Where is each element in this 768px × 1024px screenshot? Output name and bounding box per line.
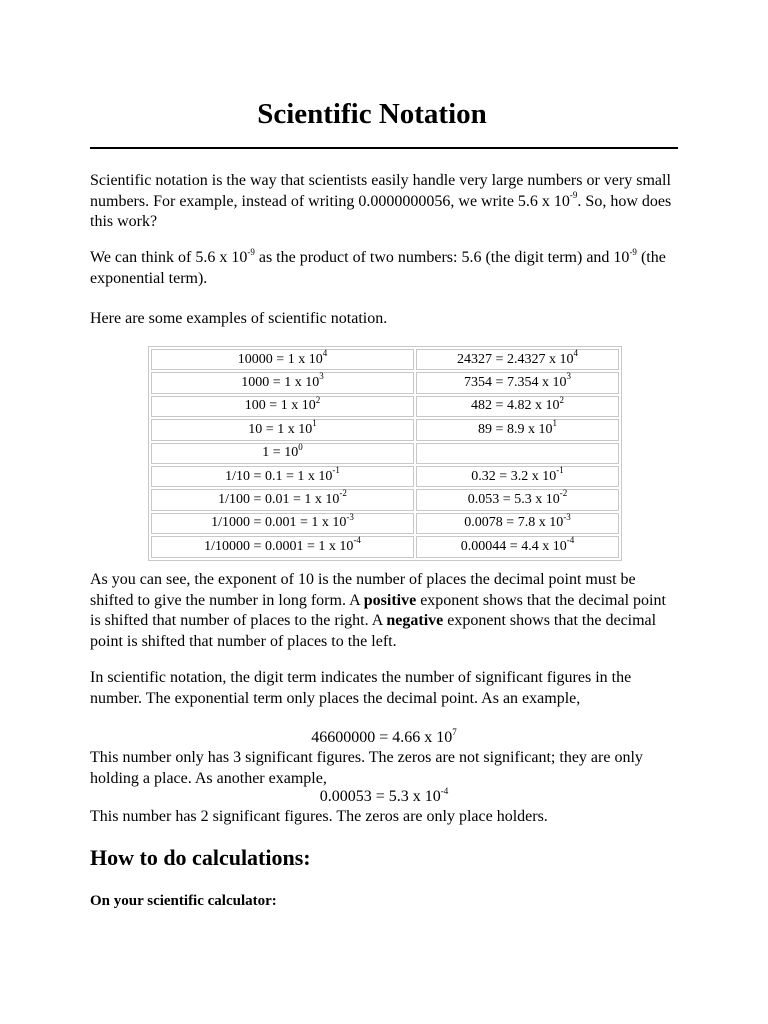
intro-exponent: -9 xyxy=(569,190,578,201)
table-row xyxy=(151,396,619,417)
right-cell xyxy=(416,372,619,393)
left-cell-base: 1/100 = 0.01 = 1 x 10 xyxy=(218,492,340,508)
example2-exponent: -4 xyxy=(440,785,449,796)
example2-note: This number has 2 significant figures. The zeros are only place holders. xyxy=(90,808,548,825)
left-cell-base: 1/1000 = 0.001 = 1 x 10 xyxy=(211,515,347,531)
intro-paragraph xyxy=(90,171,680,233)
exponent-paragraph xyxy=(90,570,680,652)
left-cell-base: 10000 = 1 x 10 xyxy=(237,351,323,367)
table-row xyxy=(151,536,619,557)
table-row xyxy=(151,489,619,510)
right-cell-base: 24327 = 2.4327 x 10 xyxy=(457,351,574,367)
left-cell-exponent: -2 xyxy=(339,488,347,499)
right-cell-exponent: 2 xyxy=(559,394,564,405)
left-cell xyxy=(151,489,414,510)
right-cell-base: 7354 = 7.354 x 10 xyxy=(464,375,567,391)
product-text-a: We can think of 5.6 x 10 xyxy=(90,249,248,266)
example2-base: 0.00053 = 5.3 x 10 xyxy=(319,788,441,805)
right-cell-base: 0.00044 = 4.4 x 10 xyxy=(460,538,567,554)
left-cell-base: 1/10 = 0.1 = 1 x 10 xyxy=(225,468,333,484)
section-heading: How to do calculations: xyxy=(90,845,311,870)
product-text-b: as the product of two numbers: 5.6 (the digit term) and 10 xyxy=(254,249,630,266)
right-cell xyxy=(416,443,619,464)
table-row xyxy=(151,513,619,534)
example1-base: 46600000 = 4.66 x 10 xyxy=(311,729,453,746)
left-cell-exponent: 3 xyxy=(319,371,324,382)
left-cell-base: 1/10000 = 0.0001 = 1 x 10 xyxy=(204,538,354,554)
right-cell xyxy=(416,466,619,487)
left-cell-exponent: 1 xyxy=(312,418,317,429)
left-cell-exponent: -4 xyxy=(353,535,361,546)
left-cell xyxy=(151,466,414,487)
examples-table xyxy=(148,346,622,561)
right-cell-base: 482 = 4.82 x 10 xyxy=(471,398,560,414)
right-cell-exponent: 4 xyxy=(573,348,578,359)
negative-keyword: negative xyxy=(386,612,444,629)
example-equation-2 xyxy=(0,787,768,807)
left-cell xyxy=(151,349,414,370)
exponent-text-a: As you can see, the exponent of 10 is the number of places the decimal point must be shifted to give the number in long form. A xyxy=(90,571,636,609)
left-cell-exponent: -3 xyxy=(346,511,354,522)
left-cell-base: 1 = 10 xyxy=(262,445,299,461)
left-cell xyxy=(151,396,414,417)
intro-text-a: Scientific notation is the way that scientists easily handle very large numbers or very small numbers. For example, instead of writing 0.0000000056, we write 5.6 x 10 xyxy=(90,172,671,210)
left-cell-exponent: 0 xyxy=(298,441,303,452)
table-row xyxy=(151,349,619,370)
table-row xyxy=(151,466,619,487)
example-equation-1 xyxy=(0,728,768,748)
right-cell xyxy=(416,396,619,417)
table-row xyxy=(151,372,619,393)
table-row xyxy=(151,443,619,464)
table-row xyxy=(151,419,619,440)
right-cell xyxy=(416,536,619,557)
left-cell xyxy=(151,513,414,534)
right-cell-exponent: -3 xyxy=(563,511,571,522)
right-cell xyxy=(416,513,619,534)
right-cell-base: 0.053 = 5.3 x 10 xyxy=(467,492,560,508)
product-exponent: -9 xyxy=(247,246,255,257)
left-cell xyxy=(151,443,414,464)
left-cell xyxy=(151,419,414,440)
exponent-text-b: exponent shows that the decimal point is shifted that number of places to the right. A xyxy=(90,591,666,629)
example1-exponent: 7 xyxy=(452,726,457,737)
right-cell-exponent: -2 xyxy=(559,488,568,499)
example1-note: This number only has 3 significant figures. The zeros are not significant; they are only holding a place. As another example, xyxy=(90,749,643,787)
left-cell-exponent: 4 xyxy=(322,348,328,359)
positive-keyword: positive xyxy=(363,591,417,609)
left-cell xyxy=(151,372,414,393)
left-cell-exponent: 2 xyxy=(315,394,321,405)
sub-heading: On your scientific calculator: xyxy=(90,893,277,909)
left-cell-base: 100 = 1 x 10 xyxy=(244,398,316,414)
page-title: Scientific Notation xyxy=(257,98,487,130)
right-cell-exponent: 1 xyxy=(552,418,557,429)
right-cell xyxy=(416,349,619,370)
intro-text-b: . So, how does this work? xyxy=(90,192,672,230)
product-paragraph xyxy=(90,248,680,289)
right-cell-exponent: 3 xyxy=(566,371,571,382)
right-cell xyxy=(416,419,619,440)
left-cell xyxy=(151,536,414,557)
right-cell-exponent: -4 xyxy=(566,535,575,546)
right-cell-base: 0.0078 = 7.8 x 10 xyxy=(464,515,564,531)
right-cell xyxy=(416,489,619,510)
right-cell-base: 89 = 8.9 x 10 xyxy=(478,421,553,437)
title-divider xyxy=(90,147,678,149)
digit-term-paragraph: In scientific notation, the digit term indicates the number of significant figures in the number. The exponential term only places the decimal point. As an example, xyxy=(90,669,632,707)
product-exponent-2: -9 xyxy=(629,246,637,257)
right-cell-base: 0.32 = 3.2 x 10 xyxy=(471,468,557,484)
exponent-text-c: exponent shows that the decimal point is shifted that number of places to the left. xyxy=(90,612,657,650)
left-cell-exponent: -1 xyxy=(332,464,340,475)
product-text-c: (the exponential term). xyxy=(90,249,666,287)
left-cell-base: 1000 = 1 x 10 xyxy=(241,375,320,391)
examples-intro: Here are some examples of scientific notation. xyxy=(90,310,388,327)
right-cell-exponent: -1 xyxy=(556,464,564,475)
left-cell-base: 10 = 1 x 10 xyxy=(248,421,313,437)
